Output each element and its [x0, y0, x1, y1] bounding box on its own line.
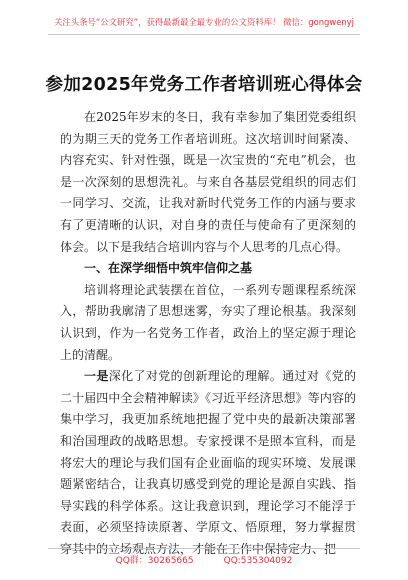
footer-divider	[48, 548, 360, 549]
point-lead: 一是	[84, 369, 109, 384]
section-paragraph	[60, 366, 356, 560]
point-text: 深化了对党的创新理论的理解。通过对《党的二十届四中全会精神解读》《习近平经济思想》等内容的集中学习，我更加系统地把握了党中央的最新决策部署和治国理政的战略思想。专家授课不是照本宣科，而是将宏大的理论与我们国有企业面临的现实环境、发展课题紧密结合，让我真切感受到党的理论是源自实践、指导实践的科学体系。这让我意识到，理论学习不能浮于表面，必须坚持读原著、学原文、悟原理，努力掌握贯穿其中的立场观点方法，才能在工作中保持定力、把	[60, 369, 356, 556]
document-title: 参加2025年党务工作者培训班心得体会	[45, 74, 363, 95]
section-paragraph: 培训将理论武装摆在首位，一系列专题课程系统深入，帮助我廓清了思想迷雾，夯实了理论根基。我深刻认识到，作为一名党务工作者，政治上的坚定源于理论上的清醒。	[60, 282, 356, 362]
qq-number-text: QQ:535304092	[223, 556, 293, 566]
header-note: 关注头条号“公文研究”，获得最新最全最专业的公文资料库！ 微信：gongwenyj	[54, 17, 354, 27]
section-heading: 一、在深学细悟中筑牢信仰之基	[84, 261, 253, 276]
document-body	[60, 107, 356, 560]
header-divider	[48, 34, 360, 35]
qq-group-text: QQ群：30265665	[115, 556, 194, 566]
footer-contact	[0, 554, 408, 568]
intro-paragraph: 在2025年岁末的冬日，我有幸参加了集团党委组织的为期三天的党务工作者培训班。这次培训时间紧凑、内容充实、针对性强，既是一次宝贵的“充电”机会，也是一次深刻的思想洗礼。与来自各基层党组织的同志们一同学习、交流，让我对新时代党务工作的内涵与要求有了更清晰的认识，对自身的责任与使命有了更深刻的体会。以下是我结合培训内容与个人思考的几点心得。	[60, 110, 356, 254]
